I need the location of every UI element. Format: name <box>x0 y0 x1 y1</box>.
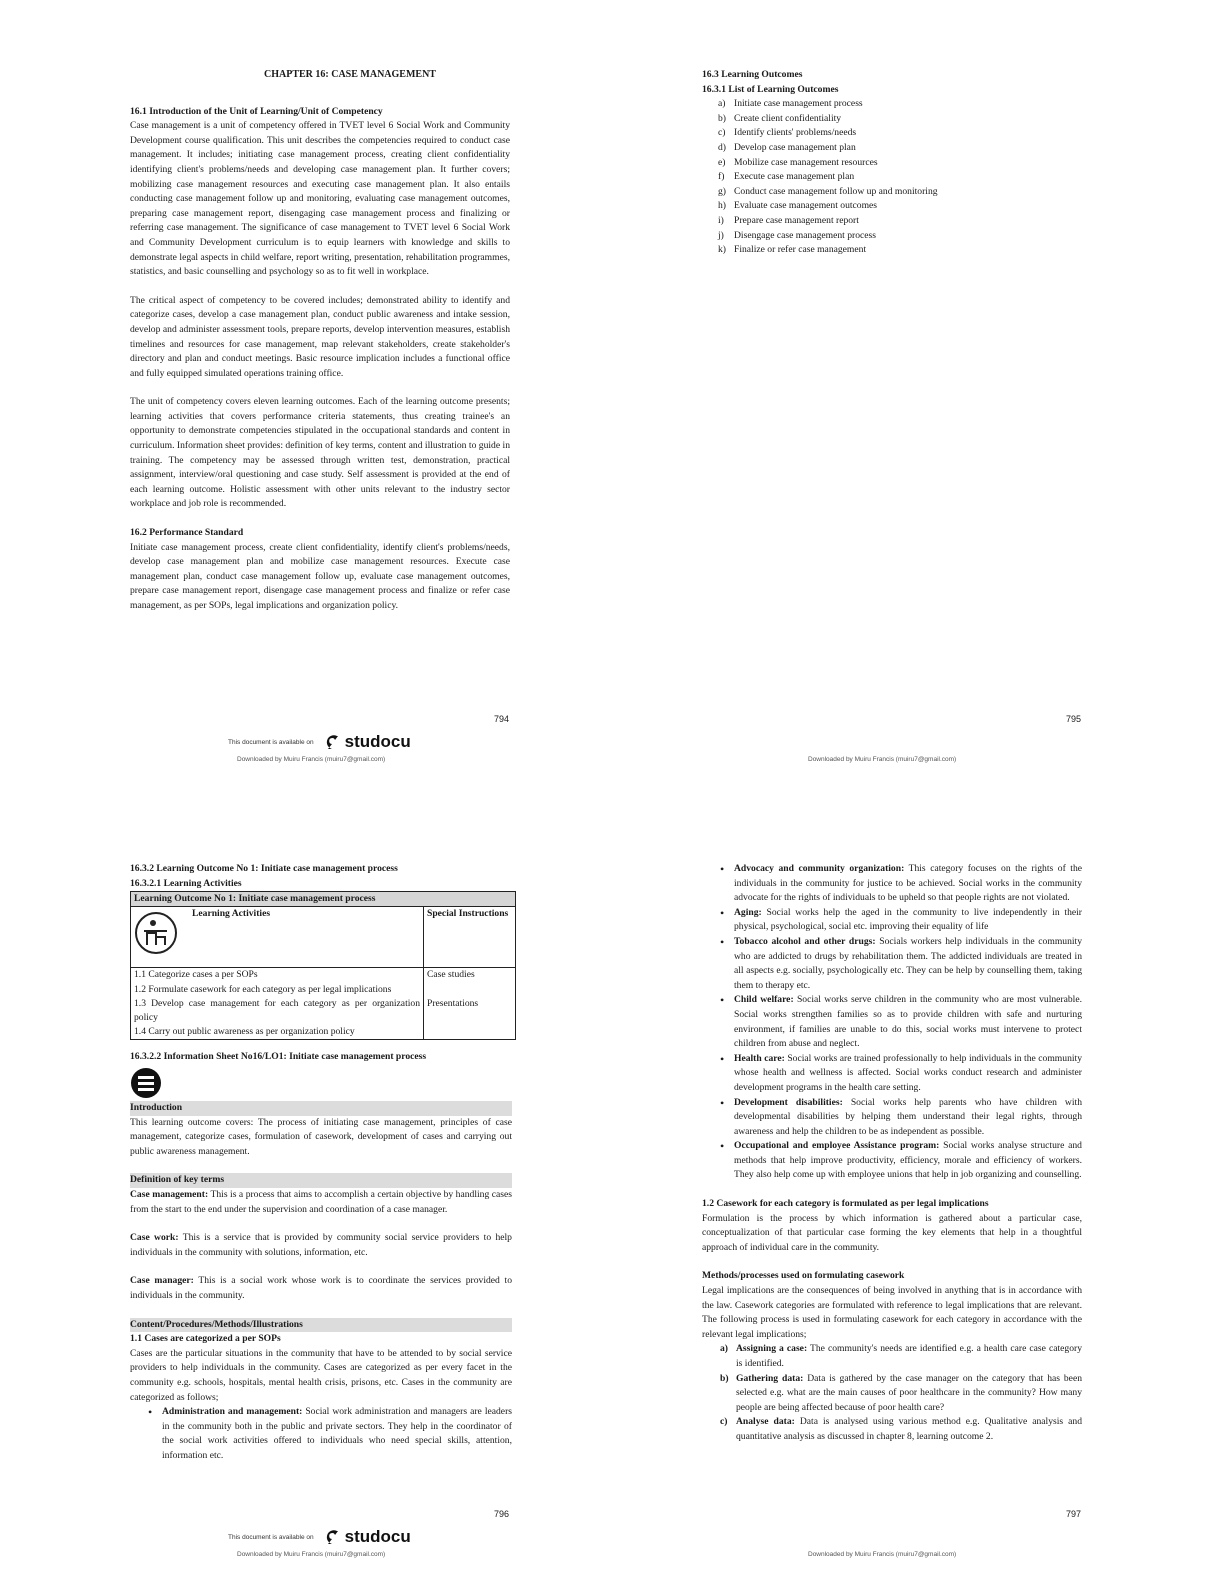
studocu-logo-icon <box>322 1527 342 1547</box>
list-item: b) Gathering data: Data is gathered by the case manager on the category that has been selected e.g. what are the main causes of poor healthcare in the community? How many people are being affected because of poor health care? <box>720 1372 1082 1413</box>
section-16-1-paragraph-2: The critical aspect of competency to be covered includes; demonstrated ability to identify and categorize cases, develop a case management plan, conduct public awareness and intake session, develop and administer assessment tools, prepare reports, develop intervention measures, establish timelines and resources for case management, map relevant stakeholders, create stakeholder's directory and plan and conduct meetings. Basic resource implication includes a functional office and fully equipped simulated operations training office. <box>130 294 510 379</box>
definition-case-manager: Case manager: This is a social work whose work is to coordinate the services provided to individuals in the community. <box>130 1275 512 1301</box>
table-row: 1.1 Categorize cases a per SOPs <box>134 969 258 981</box>
section-16-3-2-heading: 16.3.2 Learning Outcome No 1: Initiate case management process <box>130 863 398 874</box>
information-sheet-heading: 16.3.2.2 Information Sheet No16/LO1: Initiate case management process <box>130 1051 427 1063</box>
section-16-1-paragraph-1: Case management is a unit of competency offered in TVET level 6 Social Work and Community Development course qualification. This unit describes the competencies required to conduct case management. It includes; initiating case management process, creating client confidentiality identifying client's problems/needs and developing case management plan. It further covers; mobilizing case management resources and executing case management plan. It also entails conducting case management follow up and monitoring, evaluating case management outcomes, preparing case management report, disengaging case management process and finalizing or referring case management. The significance of case management to TVET level 6 Social Work and Community Development curriculum is to equip learners with knowledge and skills to demonstrate legal aspects in child welfare, report writing, presentation, rehabilitation programmes, statistics, and basic counselling and psychology so as to fit well in workplace. <box>130 120 510 278</box>
studocu-logo-icon <box>322 732 342 752</box>
activities-header: Learning Activities <box>192 908 271 920</box>
activities-header-cell <box>131 907 424 968</box>
section-16-2-heading: 16.2 Performance Standard <box>130 527 244 539</box>
studocu-logo <box>322 1527 411 1547</box>
learning-activities-table <box>130 891 516 1040</box>
page-number: 796 <box>494 1509 510 1519</box>
content-heading: Content/Procedures/Methods/Illustrations <box>130 1318 512 1333</box>
definition-case-work: Case work: This is a service that is provided by community social service providers to help individuals in the community with solutions, information, etc. <box>130 1232 512 1258</box>
instructions-header: Special Instructions <box>424 907 516 968</box>
list-item: e) Mobilize case management resources <box>718 156 878 168</box>
section-16-3-2-1-heading: 16.3.2.1 Learning Activities <box>130 877 242 889</box>
download-attribution: Downloaded by Muiru Francis (muiru7@gmail.com) <box>808 756 957 763</box>
section-16-3-1-heading: 16.3.1 List of Learning Outcomes <box>702 83 839 95</box>
methods-paragraph: Legal implications are the consequences of being involved in anything that is in accordance with the law. Casework categories are formulated with reference to legal implications that are relevant. The following process is used in formulating casework for each category in accordance with the relevant legal implications; <box>702 1285 1082 1340</box>
list-item: h) Evaluate case management outcomes <box>718 200 878 212</box>
list-item: a) Assigning a case: The community's needs are identified e.g. a health care case category is identified. <box>720 1343 1082 1369</box>
section-16-1-paragraph-3: The unit of competency covers eleven learning outcomes. Each of the learning outcome presents; learning activities that covers performance criteria statements, thus creating trainee's an opportunity to demonstrate competencies stipulated in the occupational standards and content in curriculum. Information sheet provides: definition of key terms, content and illustration to guide in training. The competency may be assessed through written test, demonstration, practical assignment, interview/oral questioning and case study. Self assessment is provided at the end of each learning outcome. Holistic assessment with other units relevant to the industry sector workplace and job role is recommended. <box>130 396 510 510</box>
availability-text: This document is available on <box>228 738 314 746</box>
list-item: f) Execute case management plan <box>718 171 855 183</box>
studocu-logo-text: studocu <box>344 732 411 751</box>
studocu-availability <box>228 1527 411 1547</box>
list-item: d) Develop case management plan <box>718 141 856 153</box>
information-sheet-icon <box>130 1067 162 1099</box>
chapter-title: CHAPTER 16: CASE MANAGEMENT <box>264 69 436 80</box>
learning-outcomes-list <box>702 97 1082 258</box>
studocu-availability <box>228 732 411 752</box>
list-item: i) Prepare case management report <box>718 214 859 226</box>
list-item: b) Create client confidentiality <box>718 112 842 124</box>
list-item: c) Analyse data: Data is analysed using various method e.g. Qualitative analysis and quantitative analysis as discussed in chapter 8, learning outcome 2. <box>720 1416 1082 1442</box>
table-title: Learning Outcome No 1: Initiate case management process <box>131 892 516 907</box>
case-categories-list <box>130 1405 512 1463</box>
page-797 <box>702 862 1082 1445</box>
definitions-heading: Definition of key terms <box>130 1173 512 1188</box>
list-item: c) Identify clients' problems/needs <box>718 127 857 139</box>
download-attribution: Downloaded by Muiru Francis (muiru7@gmail.com) <box>237 756 386 763</box>
page-number: 797 <box>1066 1509 1082 1519</box>
methods-heading: Methods/processes used on formulating casework <box>702 1270 905 1282</box>
table-row: 1.4 Carry out public awareness as per organization policy <box>134 1026 355 1038</box>
instruction-item: Presentations <box>427 997 479 1009</box>
case-categories-list-continued <box>702 862 1082 1183</box>
list-item: • Aging: Social works help the aged in the community to live independently in their physical, psychological, social etc. improving their equality of life <box>720 906 1082 935</box>
introduction-paragraph: This learning outcome covers: The process of initiating case management, principles of case management, categorize cases, formulation of casework, development of cases and carrying out public awareness management. <box>130 1116 512 1157</box>
studocu-logo-text: studocu <box>344 1527 411 1546</box>
section-1-2-heading: 1.2 Casework for each category is formulated as per legal implications <box>702 1198 989 1210</box>
instruction-item: Case studies <box>427 969 475 981</box>
table-row: 1.3 Develop case management for each category as per organization policy <box>134 997 420 1023</box>
page-number: 794 <box>494 714 510 724</box>
list-item: • Health care: Social works are trained professionally to help individuals in the community whose health and wellness is affected. Social works conduct research and administer development programs in the health care setting. <box>720 1052 1082 1096</box>
definition-case-management: Case management: This is a process that aims to accomplish a certain objective by handling cases from the start to the end under the supervision and coordination of a case manager. <box>130 1188 512 1215</box>
studocu-logo <box>322 732 411 752</box>
download-attribution: Downloaded by Muiru Francis (muiru7@gmail.com) <box>237 1551 386 1558</box>
table-row: 1.2 Formulate casework for each category as per legal implications <box>134 983 392 995</box>
list-item: • Tobacco alcohol and other drugs: Socials workers help individuals in the community who are addicted to drugs by rehabilitation them. The addicted individuals are treated in all aspects e.g. socially, psychologically etc. They can be help by counselling them, taking them to therapy etc. <box>720 935 1082 993</box>
list-item: g) Conduct case management follow up and monitoring <box>718 185 938 197</box>
learning-activity-icon <box>134 911 178 955</box>
section-16-1-heading: 16.1 Introduction of the Unit of Learning/Unit of Competency <box>130 105 383 117</box>
list-item: j) Disengage case management process <box>718 229 876 241</box>
page-795 <box>702 68 1082 258</box>
section-16-2-paragraph: Initiate case management process, create client confidentiality, identify client's problems/needs, develop case management plan and mobilize case management resources. Execute case management plan, conduct case management follow up, evaluate case management outcomes, prepare case management report, disengage case management process and finalize or refer case management, as per SOPs, legal implications and organization policy. <box>130 541 510 611</box>
section-16-3-heading: 16.3 Learning Outcomes <box>702 69 803 80</box>
availability-text: This document is available on <box>228 1533 314 1541</box>
page-number: 795 <box>1066 714 1082 724</box>
list-item: k) Finalize or refer case management <box>718 244 867 256</box>
list-item: a) Initiate case management process <box>718 98 863 110</box>
page-794 <box>130 68 510 614</box>
section-1-1-heading: 1.1 Cases are categorized a per SOPs <box>130 1333 281 1345</box>
page-796 <box>130 862 512 1463</box>
list-item: • Occupational and employee Assistance program: Social works analyse structure and methods that help improve productivity, efficiency, morale and efficiency of workers. They also help come up with employee unions that help in job organizing and counselling. <box>720 1139 1082 1183</box>
download-attribution: Downloaded by Muiru Francis (muiru7@gmail.com) <box>808 1551 957 1558</box>
list-item: • Child welfare: Social works serve children in the community who are most vulnerable. Social works strengthen families so as to provide children with safe and nurturing environment, if families are unable to do this, social works must intervene to protect children from abuse and neglect. <box>720 993 1082 1051</box>
section-1-1-paragraph: Cases are the particular situations in the community that have to be attended to by social service providers to help individuals in the community. Cases are categorized as per every facet in the community e.g. schools, hospitals, mental health crisis, prisons, etc. Cases in the community are categorized as follows; <box>130 1347 512 1403</box>
list-item: • Administration and management: Social work administration and managers are leaders in the community both in the public and private sectors. They help in the coordinator of the social work activities offered to individuals who need special skills, attention, information etc. <box>148 1405 512 1463</box>
list-item: • Advocacy and community organization: This category focuses on the rights of the individuals in the community for justice to be achieved. Social works in the community advocate for the rights of individuals to be upheld so that people rights are not violated. <box>720 862 1082 906</box>
instructions-cell <box>424 968 516 1040</box>
list-item: • Development disabilities: Social works help parents who have children with developmental disabilities by helping them understand their legal rights, through awareness and help the children to be as independent as possible. <box>720 1096 1082 1140</box>
introduction-heading: Introduction <box>130 1101 512 1116</box>
casework-steps-list <box>702 1342 1082 1444</box>
section-1-2-paragraph: Formulation is the process by which information is gathered about a particular case, conceptualization of that particular case forming the key elements that help in a thoughtful approach of individual care in the community. <box>702 1212 1082 1253</box>
activities-cell <box>131 968 424 1040</box>
